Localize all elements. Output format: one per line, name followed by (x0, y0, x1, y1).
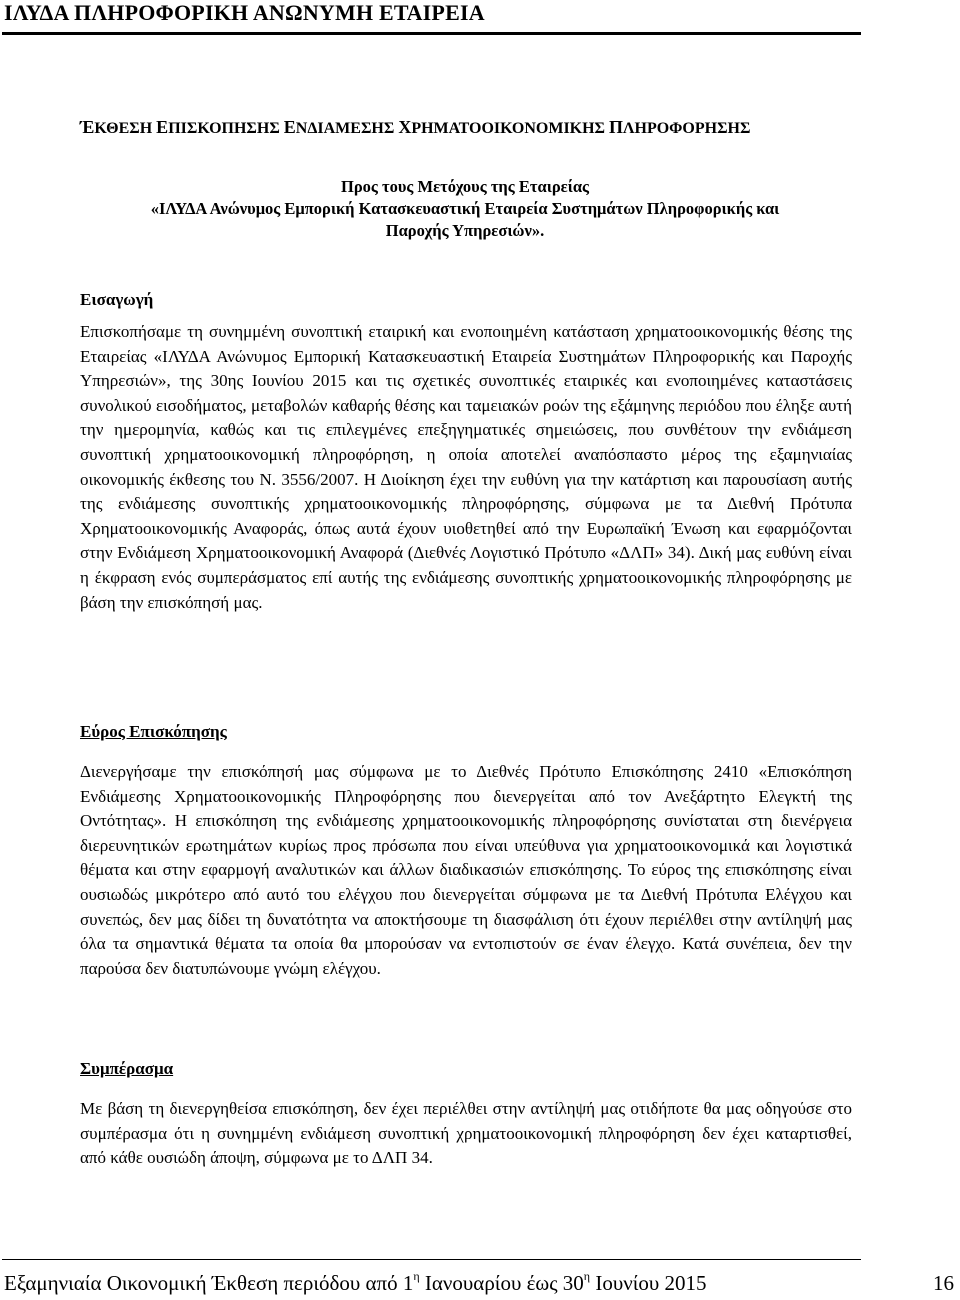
report-title-initial: Ε (283, 117, 296, 137)
addressee-line: «ΙΛΥΔΑ Ανώνυμος Εμπορική Κατασκευαστική Εταιρεία Συστημάτων Πληροφορικής και (150, 199, 780, 218)
footer-superscript: η (583, 1269, 591, 1283)
page-number: 16 (933, 1271, 954, 1295)
report-title-initial: Χ (398, 117, 412, 137)
addressee-line: Προς τους Μετόχους της Εταιρείας (341, 177, 589, 196)
report-title-initial: Έ (80, 117, 95, 137)
report-title-initial: Ε (156, 117, 169, 137)
report-title-word: ΠΙΣΚΟΠΗΣΗΣ (168, 120, 280, 137)
header-company-name: ΙΛΥΔΑ ΠΛΗΡΟΦΟΡΙΚΗ ΑΝΩΝΥΜΗ ΕΤΑΙΡΕΙΑ (4, 0, 485, 25)
footer-report-period (4, 1271, 707, 1296)
footer-text-part: Εξαμηνιαία Οικονομική Έκθεση περιόδου από 1 (4, 1271, 414, 1295)
report-title-word: ΚΘΕΣΗ (94, 120, 153, 137)
conclusion-paragraph: Με βάση τη διενεργηθείσα επισκόπηση, δεν έχει περιέλθει στην αντίληψή μας οτιδήποτε θα μας οδηγούσε στο συμπέρασμα ότι η συνημμένη ενδιάμεση συνοπτική χρηματοοικονομική πληροφόρηση δεν έχει καταρτισθεί, από κάθε ουσιώδη άποψη, σύμφωνα με το ΔΛΠ 34. (80, 1099, 852, 1168)
report-title-initial: Π (609, 117, 624, 137)
intro-heading: Εισαγωγή (80, 290, 154, 309)
report-title (80, 117, 860, 138)
report-title-word: ΛΗΡΟΦΟΡΗΣΗΣ (623, 120, 751, 137)
report-title-word: ΝΔΙΑΜΕΣΗΣ (295, 120, 395, 137)
addressee-block (80, 176, 850, 242)
footer-divider (2, 1259, 861, 1260)
conclusion-heading: Συμπέρασμα (80, 1059, 174, 1078)
footer-text-part: Ιουνίου 2015 (590, 1271, 707, 1295)
scope-heading: Εύρος Επισκόπησης (80, 722, 227, 741)
scope-paragraph: Διενεργήσαμε την επισκόπησή μας σύμφωνα με το Διεθνές Πρότυπο Επισκόπησης 2410 «Επισκόπηση Ενδιάμεσης Χρηματοοικονομικής Πληροφόρησης που διενεργείται από τον Ανεξάρτητο Ελεγκτή της Οντότητας». Η επισκόπηση της ενδιάμεσης χρηματοοικονομικής πληροφόρησης συνίσταται στη διενέργεια διερευνητικών ερωτημάτων κυρίως προς πρόσωπα που είναι υπεύθυνα για χρηματοοικονομικά και λογιστικά θέματα και στην εφαρμογή αναλυτικών και άλλων διαδικασιών επισκόπησης. Το εύρος της επισκόπησης είναι ουσιωδώς μικρότερο από αυτό του ελέγχου που διενεργείται σύμφωνα με τα Διεθνή Πρότυπα Ελέγχου και συνεπώς, δεν μας δίδει τη δυνατότητα να αποκτήσουμε τη διασφάλιση ότι έχουν περιέλθει στην αντίληψή μας όλα τα σημαντικά θέματα τα οποία θα μπορούσαν να εντοπιστούν σε έναν έλεγχο. Κατά συνέπεια, δεν την παρούσα δεν διατυπώνουμε γνώμη ελέγχου. (80, 762, 852, 978)
report-title-word: ΡΗΜΑΤΟΟΙΚΟΝΟΜΙΚΗΣ (411, 120, 606, 137)
addressee-line: Παροχής Υπηρεσιών». (385, 221, 545, 240)
footer-text-part: Ιανουαρίου έως 30 (419, 1271, 584, 1295)
header-divider (2, 32, 861, 35)
intro-paragraph: Επισκοπήσαμε τη συνημμένη συνοπτική εταιρική και ενοποιημένη κατάσταση χρηματοοικονομικής θέσης της Εταιρείας «ΙΛΥΔΑ Ανώνυμος Εμπορική Κατασκευαστική Εταιρεία Συστημάτων Πληροφορικής και Παροχής Υπηρεσιών», της 30ης Ιουνίου 2015 και τις σχετικές συνοπτικές εταιρικές και ενοποιημένες καταστάσεις συνολικού εισοδήματος, μεταβολών καθαρής θέσης και ταμειακών ροών της εξάμηνης περιόδου που έληξε αυτή την ημερομηνία, καθώς και τις επιλεγμένες επεξηγηματικές σημειώσεις, που συνθέτουν την ενδιάμεση συνοπτική χρηματοοικονομική πληροφόρηση, η οποία αποτελεί αναπόσπαστο μέρος της εξαμηνιαίας οικονομικής έκθεσης του Ν. 3556/2007. Η Διοίκηση έχει την ευθύνη για την κατάρτιση και παρουσίαση αυτής της ενδιάμεσης συνοπτικής χρηματοοικονομικής πληροφόρησης, σύμφωνα με τα Διεθνή Πρότυπα Χρηματοοικονομικής Αναφοράς, όπως αυτά έχουν υιοθετηθεί από την Ευρωπαϊκή Ένωση και εφαρμόζονται στην Ενδιάμεση Χρηματοοικονομική Αναφορά (Διεθνές Λογιστικό Πρότυπο «ΔΛΠ» 34). Δική μας ευθύνη είναι η έκφραση ενός συμπεράσματος επί αυτής της ενδιάμεσης συνοπτικής χρηματοοικονομικής πληροφόρησης με βάση την επισκόπησή μας. (80, 322, 852, 612)
footer-superscript: η (413, 1269, 420, 1283)
